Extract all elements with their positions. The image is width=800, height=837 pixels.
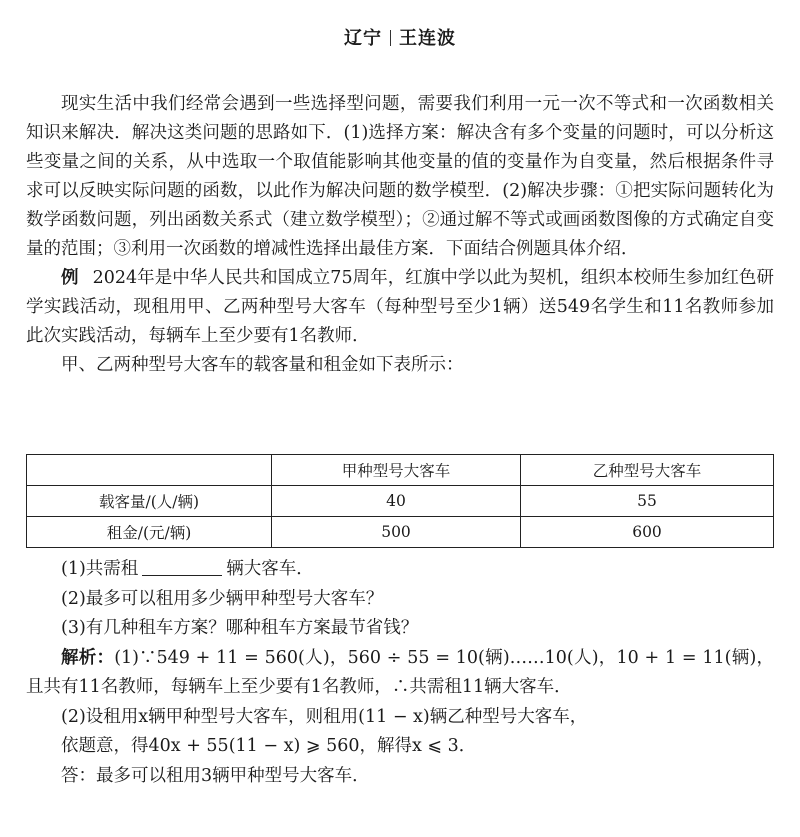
rent-bus-b: 600 (521, 517, 774, 548)
table-row (27, 517, 774, 548)
table-header-bus-b: 乙种型号大客车 (521, 455, 774, 486)
solution-step-3: 依题意，得40x + 55(11 − x) ⩾ 560，解得x ⩽ 3． (61, 736, 477, 756)
solution-step-2: (2)设租用x辆甲种型号大客车，则租用(11 − x)辆乙种型号大客车， (61, 706, 588, 727)
question-2: (2)最多可以租用多少辆甲种型号大客车？ (61, 588, 384, 609)
table-header-row (27, 455, 774, 486)
rent-bus-a: 500 (272, 517, 521, 548)
table-row (27, 486, 774, 517)
article-body (26, 90, 774, 380)
question-3: (3)有几种租车方案？哪种租车方案最节省钱？ (61, 618, 419, 638)
intro-paragraph: 现实生活中我们经常会遇到一些选择型问题，需要我们利用一元一次不等式和一次函数相关知识来解决．解决这类问题的思路如下．(1)选择方案：解决含有多个变量的问题时，可以分析这些变量之间的关系，从中选取一个取值能影响其他变量的值的变量作为自变量，然后根据条件寻求可以反映实际问题的函数，以此作为解决问题的数学模型．(2)解决步骤：①把实际问题转化为数学函数问题，列出函数关系式（建立数学模型）；②通过解不等式或画函数图像的方式确定自变量的范围；③利用一次函数的增减性选择出最佳方案．下面结合例题具体介绍． (26, 94, 774, 259)
solution-answer: 答：最多可以租用3辆甲种型号大客车． (61, 765, 370, 786)
table-header-empty (27, 455, 272, 486)
question-1-text: (1)共需租 (61, 559, 139, 579)
bus-table (26, 454, 774, 548)
page-header (0, 24, 800, 50)
capacity-bus-a: 40 (272, 486, 521, 517)
questions-block (26, 555, 774, 791)
capacity-bus-b: 55 (521, 486, 774, 517)
question-1-tail: 辆大客车． (226, 559, 314, 579)
question-1 (26, 555, 774, 585)
header-province: 辽宁 (344, 28, 382, 49)
table-intro: 甲、乙两种型号大客车的载客量和租金如下表所示： (61, 355, 464, 375)
example-text: 2024年是中华人民共和国成立75周年，红旗中学以此为契机，组织本校师生参加红色研学实践活动，现租用甲、乙两种型号大客车（每种型号至少1辆）送549名学生和11名教师参加此次实践活动，每辆车上至少要有1名教师． (26, 268, 774, 346)
answer-blank (142, 557, 222, 576)
header-divider (390, 30, 391, 46)
solution-step-1 (26, 644, 774, 703)
example-label: 例 (61, 268, 79, 288)
table-header-bus-a: 甲种型号大客车 (272, 455, 521, 486)
example-paragraph (26, 264, 774, 351)
solution-label: 解析： (61, 647, 115, 668)
row-label-capacity: 载客量/(人/辆) (27, 486, 272, 517)
header-author: 王连波 (399, 28, 456, 49)
solution-step-1-text: (1)∵549 + 11 = 560(人)，560 ÷ 55 = 10(辆)……10(人)，10 + 1 = 11(辆)，且共有11名教师，每辆车上至少要有1名教师，∴共需租11辆大客车． (26, 647, 774, 697)
row-label-rent: 租金/(元/辆) (27, 517, 272, 548)
